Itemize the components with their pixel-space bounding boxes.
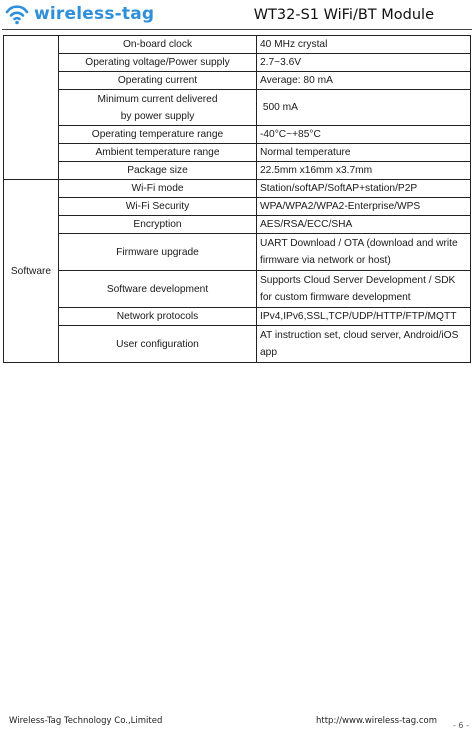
- param-value: 2.7~3.6V: [257, 54, 471, 72]
- param-value: 500 mA: [257, 90, 471, 126]
- table-row: [4, 308, 471, 326]
- param-name: Firmware upgrade: [59, 234, 257, 271]
- param-name: Operating voltage/Power supply: [59, 54, 257, 72]
- spec-table: [3, 35, 471, 363]
- param-name: User configuration: [59, 326, 257, 363]
- table-row: [4, 90, 471, 126]
- table-row: [4, 72, 471, 90]
- param-name: Operating temperature range: [59, 126, 257, 144]
- param-value: Supports Cloud Server Development / SDK for custom firmware development: [257, 271, 471, 308]
- header-divider: [2, 29, 472, 30]
- param-name: Operating current: [59, 72, 257, 90]
- param-value: WPA/WPA2/WPA2-Enterprise/WPS: [257, 198, 471, 216]
- wifi-logo-icon: [4, 3, 30, 25]
- param-value: 22.5mm x16mm x3.7mm: [257, 162, 471, 180]
- param-value: IPv4,IPv6,SSL,TCP/UDP/HTTP/FTP/MQTT: [257, 308, 471, 326]
- footer-company: Wireless-Tag Technology Co.,Limited: [9, 716, 163, 726]
- table-row: [4, 162, 471, 180]
- param-name: Wi-Fi Security: [59, 198, 257, 216]
- param-value: -40°C~+85°C: [257, 126, 471, 144]
- company-logo: [4, 3, 154, 25]
- category-cell-blank: [4, 36, 59, 180]
- param-value: 40 MHz crystal: [257, 36, 471, 54]
- param-value: UART Download / OTA (download and write firmware via network or host): [257, 234, 471, 271]
- param-value: Station/softAP/SoftAP+station/P2P: [257, 180, 471, 198]
- param-name: Package size: [59, 162, 257, 180]
- category-cell-software: Software: [4, 180, 59, 363]
- footer-url[interactable]: http://www.wireless-tag.com: [316, 716, 437, 726]
- param-value: AT instruction set, cloud server, Android/iOS app: [257, 326, 471, 363]
- table-row: [4, 180, 471, 198]
- table-row: [4, 198, 471, 216]
- param-value: Average: 80 mA: [257, 72, 471, 90]
- table-row: [4, 54, 471, 72]
- param-name: On-board clock: [59, 36, 257, 54]
- param-value: AES/RSA/ECC/SHA: [257, 216, 471, 234]
- logo-text: wireless-tag: [34, 4, 155, 24]
- table-row: [4, 36, 471, 54]
- param-name: Encryption: [59, 216, 257, 234]
- table-row: [4, 326, 471, 363]
- page-header: [0, 0, 474, 30]
- page-number: - 6 -: [453, 721, 469, 730]
- param-name: Network protocols: [59, 308, 257, 326]
- table-row: [4, 126, 471, 144]
- document-title: WT32-S1 WiFi/BT Module: [253, 7, 434, 23]
- param-name: Ambient temperature range: [59, 144, 257, 162]
- param-name: Software development: [59, 271, 257, 308]
- table-row: [4, 234, 471, 271]
- table-row: [4, 216, 471, 234]
- param-name: Wi-Fi mode: [59, 180, 257, 198]
- param-value: Normal temperature: [257, 144, 471, 162]
- param-name: Minimum current delivered by power supply: [59, 90, 257, 126]
- table-row: [4, 144, 471, 162]
- table-row: [4, 271, 471, 308]
